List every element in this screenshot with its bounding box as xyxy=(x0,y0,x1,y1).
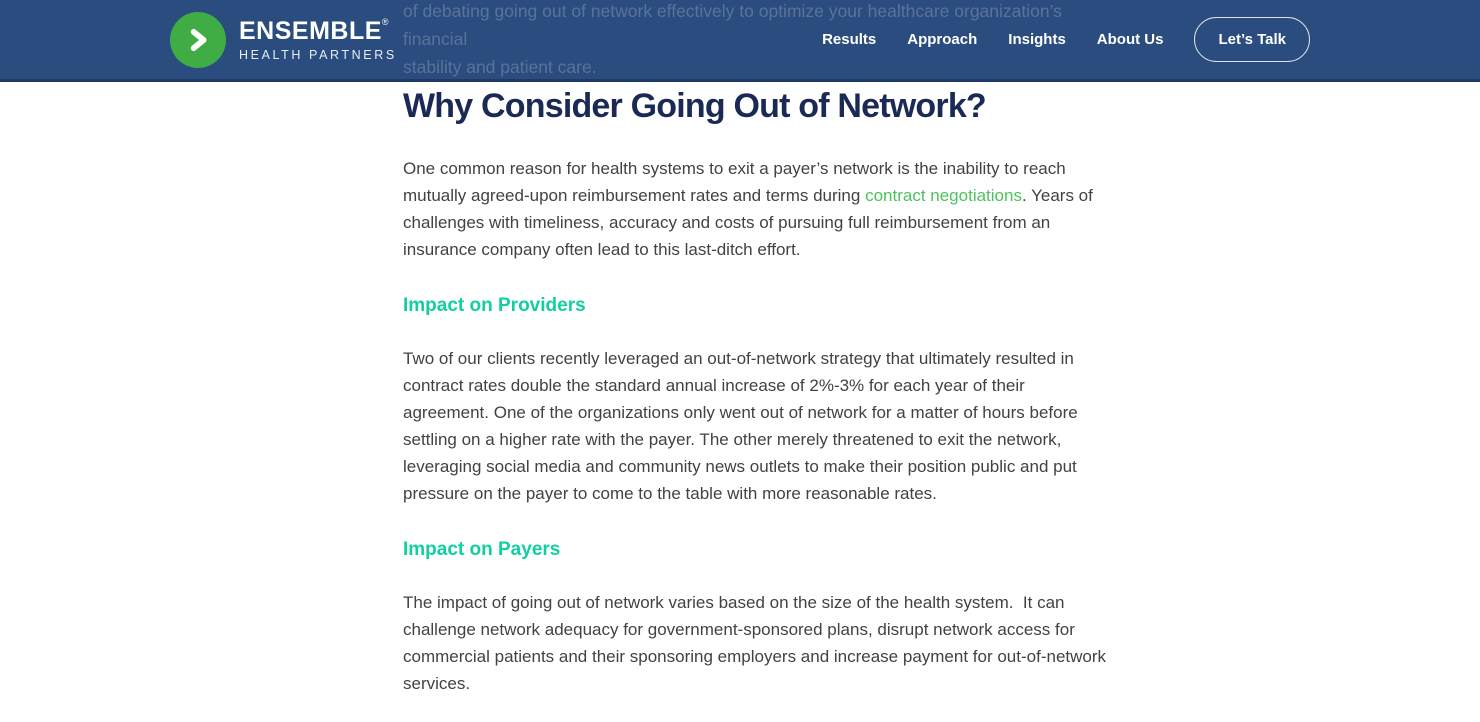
intro-text-before: One common reason for health systems to exit a payer’s network is the inability to reach mutually agreed-upon reimbursement rates and terms during xyxy=(403,159,1071,205)
intro-text-after: . Years of challenges with timeliness, accuracy and costs of pursuing full reimbursement from an insurance company often lead to this last-ditch effort. xyxy=(403,186,1098,259)
article-content xyxy=(403,82,1109,697)
registered-mark: ® xyxy=(381,16,390,27)
brand-tagline: HEALTH PARTNERS xyxy=(239,47,397,62)
section-heading-impact-on-payers: Impact on Payers xyxy=(403,539,561,560)
nav-link-approach[interactable]: Approach xyxy=(907,31,978,48)
nav-link-about-us[interactable]: About Us xyxy=(1096,31,1164,48)
ghost-text-line: stability and patient care. xyxy=(403,57,597,77)
nav-link-results[interactable]: Results xyxy=(822,31,877,48)
page-title: Why Consider Going Out of Network? xyxy=(403,87,986,125)
logo-chevron-icon xyxy=(170,12,226,68)
site-header xyxy=(0,0,1480,82)
ensemble-logo[interactable] xyxy=(170,12,397,68)
section-paragraph: The impact of going out of network varies based on the size of the health system. It can challenge network adequacy for government-sponsored plans, disrupt network access for commercial patients and their sponsoring employers and increase payment for out-of-network services. xyxy=(403,593,1111,693)
main-nav xyxy=(822,17,1310,62)
section-heading-impact-on-providers: Impact on Providers xyxy=(403,295,586,316)
contract-negotiations-link[interactable]: contract negotiations xyxy=(865,186,1022,205)
ghost-text-line: of debating going out of network effectively to optimize your healthcare organization’s financial xyxy=(403,1,1062,49)
nav-link-insights[interactable]: Insights xyxy=(1008,31,1066,48)
section-paragraph: Two of our clients recently leveraged an out-of-network strategy that ultimately resulted in contract rates double the standard annual increase of 2%-3% for each year of their agreement. One of the organizations only went out of network for a matter of hours before settling on a higher rate with the payer. The other merely threatened to exit the network, leveraging social media and community news outlets to make their position public and put pressure on the payer to come to the table with more reasonable rates. xyxy=(403,349,1083,503)
brand-name: ENSEMBLE® xyxy=(239,16,390,45)
logo-text xyxy=(239,18,397,62)
lets-talk-button[interactable]: Let’s Talk xyxy=(1194,17,1310,62)
intro-paragraph xyxy=(403,155,1109,263)
